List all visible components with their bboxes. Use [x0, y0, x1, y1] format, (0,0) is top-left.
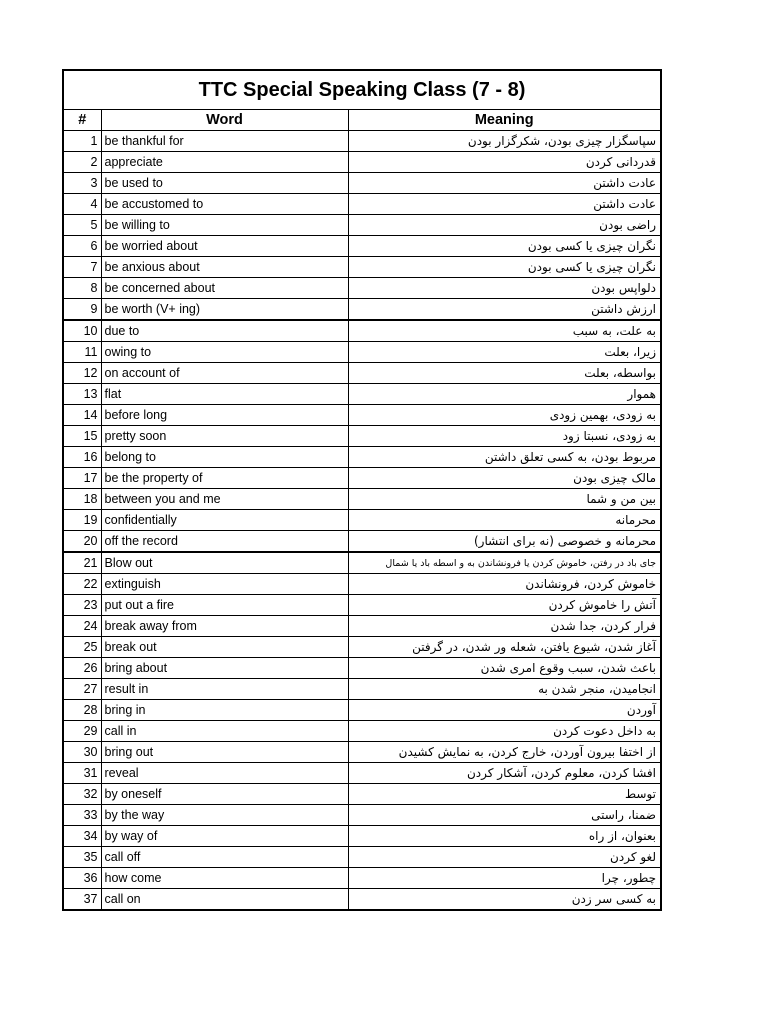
- row-meaning: هموار: [348, 384, 660, 405]
- table-row: [64, 552, 660, 574]
- table-row: [64, 784, 660, 805]
- row-word: be anxious about: [101, 257, 348, 278]
- row-word: be used to: [101, 173, 348, 194]
- row-number: 29: [64, 721, 101, 742]
- row-number: 36: [64, 868, 101, 889]
- row-number: 16: [64, 447, 101, 468]
- table-row: [64, 805, 660, 826]
- row-number: 15: [64, 426, 101, 447]
- row-meaning: به کسی سر زدن: [348, 889, 660, 910]
- row-meaning: بواسطه، بعلت: [348, 363, 660, 384]
- table-row: [64, 489, 660, 510]
- row-word: extinguish: [101, 574, 348, 595]
- row-meaning: به زودی، نسبتا زود: [348, 426, 660, 447]
- row-meaning: باعث شدن، سبب وقوع امری شدن: [348, 658, 660, 679]
- table-row: [64, 342, 660, 363]
- row-meaning: توسط: [348, 784, 660, 805]
- row-word: owing to: [101, 342, 348, 363]
- row-word: be the property of: [101, 468, 348, 489]
- row-word: bring out: [101, 742, 348, 763]
- row-number: 6: [64, 236, 101, 257]
- row-meaning: دلواپس بودن: [348, 278, 660, 299]
- table-row: [64, 299, 660, 321]
- table-row: [64, 721, 660, 742]
- sheet-title: TTC Special Speaking Class (7 - 8): [64, 71, 660, 110]
- table-row: [64, 595, 660, 616]
- row-meaning: مالک چیزی بودن: [348, 468, 660, 489]
- row-meaning: جای باد در رفتن، خاموش کردن یا فرونشاندن به و اسطه باد یا شمال: [348, 552, 660, 574]
- row-number: 26: [64, 658, 101, 679]
- row-number: 18: [64, 489, 101, 510]
- table-row: [64, 510, 660, 531]
- row-word: before long: [101, 405, 348, 426]
- table-row: [64, 194, 660, 215]
- row-number: 13: [64, 384, 101, 405]
- header-number: #: [64, 110, 101, 131]
- row-meaning: آتش را خاموش کردن: [348, 595, 660, 616]
- row-word: pretty soon: [101, 426, 348, 447]
- table-row: [64, 278, 660, 299]
- table-row: [64, 131, 660, 152]
- row-meaning: ضمنا، راستی: [348, 805, 660, 826]
- row-word: on account of: [101, 363, 348, 384]
- table-row: [64, 363, 660, 384]
- row-word: bring in: [101, 700, 348, 721]
- row-word: appreciate: [101, 152, 348, 173]
- table-row: [64, 847, 660, 868]
- table-row: [64, 658, 660, 679]
- row-meaning: زیرا، بعلت: [348, 342, 660, 363]
- row-number: 37: [64, 889, 101, 910]
- table-row: [64, 405, 660, 426]
- row-number: 31: [64, 763, 101, 784]
- table-row: [64, 763, 660, 784]
- row-word: break away from: [101, 616, 348, 637]
- row-meaning: نگران چیزی یا کسی بودن: [348, 257, 660, 278]
- row-word: bring about: [101, 658, 348, 679]
- table-row: [64, 574, 660, 595]
- table-row: [64, 616, 660, 637]
- row-word: be concerned about: [101, 278, 348, 299]
- row-number: 7: [64, 257, 101, 278]
- row-word: be accustomed to: [101, 194, 348, 215]
- row-word: be worth (V+ ing): [101, 299, 348, 321]
- row-number: 22: [64, 574, 101, 595]
- row-number: 30: [64, 742, 101, 763]
- row-number: 14: [64, 405, 101, 426]
- row-word: break out: [101, 637, 348, 658]
- row-word: off the record: [101, 531, 348, 553]
- table-row: [64, 236, 660, 257]
- header-word: Word: [101, 110, 348, 131]
- row-meaning: به علت، به سبب: [348, 320, 660, 342]
- row-meaning: آوردن: [348, 700, 660, 721]
- row-meaning: قدردانی کردن: [348, 152, 660, 173]
- row-meaning: به داخل دعوت کردن: [348, 721, 660, 742]
- row-word: result in: [101, 679, 348, 700]
- row-number: 34: [64, 826, 101, 847]
- header-meaning: Meaning: [348, 110, 660, 131]
- row-meaning: عادت داشتن: [348, 173, 660, 194]
- row-word: be thankful for: [101, 131, 348, 152]
- row-number: 17: [64, 468, 101, 489]
- row-word: reveal: [101, 763, 348, 784]
- row-number: 19: [64, 510, 101, 531]
- row-number: 35: [64, 847, 101, 868]
- row-word: by way of: [101, 826, 348, 847]
- row-word: between you and me: [101, 489, 348, 510]
- row-word: call in: [101, 721, 348, 742]
- row-number: 9: [64, 299, 101, 321]
- row-word: put out a fire: [101, 595, 348, 616]
- table-row: [64, 637, 660, 658]
- table-row: [64, 742, 660, 763]
- table-row: [64, 826, 660, 847]
- table-row: [64, 320, 660, 342]
- vocabulary-sheet: [62, 69, 662, 911]
- table-row: [64, 257, 660, 278]
- table-row: [64, 868, 660, 889]
- row-word: how come: [101, 868, 348, 889]
- row-number: 10: [64, 320, 101, 342]
- row-meaning: محرمانه: [348, 510, 660, 531]
- table-row: [64, 700, 660, 721]
- row-number: 2: [64, 152, 101, 173]
- row-number: 27: [64, 679, 101, 700]
- row-meaning: انجامیدن، منجر شدن به: [348, 679, 660, 700]
- row-word: by oneself: [101, 784, 348, 805]
- row-meaning: نگران چیزی یا کسی بودن: [348, 236, 660, 257]
- row-word: call on: [101, 889, 348, 910]
- row-word: be worried about: [101, 236, 348, 257]
- row-meaning: مربوط بودن، به کسی تعلق داشتن: [348, 447, 660, 468]
- row-meaning: سپاسگزار چیزی بودن، شکرگزار بودن: [348, 131, 660, 152]
- row-number: 33: [64, 805, 101, 826]
- row-meaning: افشا کردن، معلوم کردن، آشکار کردن: [348, 763, 660, 784]
- table-row: [64, 889, 660, 910]
- row-meaning: محرمانه و خصوصی (نه برای انتشار): [348, 531, 660, 553]
- row-number: 32: [64, 784, 101, 805]
- table-row: [64, 679, 660, 700]
- row-word: confidentially: [101, 510, 348, 531]
- row-meaning: خاموش کردن، فرونشاندن: [348, 574, 660, 595]
- table-row: [64, 468, 660, 489]
- row-word: by the way: [101, 805, 348, 826]
- row-number: 25: [64, 637, 101, 658]
- row-meaning: عادت داشتن: [348, 194, 660, 215]
- row-number: 3: [64, 173, 101, 194]
- row-number: 24: [64, 616, 101, 637]
- row-meaning: از اختفا بیرون آوردن، خارج کردن، به نمایش کشیدن: [348, 742, 660, 763]
- table-row: [64, 152, 660, 173]
- table-row: [64, 426, 660, 447]
- row-meaning: آغاز شدن، شیوع یافتن، شعله ور شدن، در گرفتن: [348, 637, 660, 658]
- row-number: 1: [64, 131, 101, 152]
- row-meaning: لغو کردن: [348, 847, 660, 868]
- row-meaning: فرار کردن، جدا شدن: [348, 616, 660, 637]
- row-word: be willing to: [101, 215, 348, 236]
- row-meaning: به زودی، بهمین زودی: [348, 405, 660, 426]
- row-number: 28: [64, 700, 101, 721]
- row-word: due to: [101, 320, 348, 342]
- table-row: [64, 447, 660, 468]
- row-word: call off: [101, 847, 348, 868]
- row-word: flat: [101, 384, 348, 405]
- table-header-row: [64, 110, 660, 131]
- row-word: belong to: [101, 447, 348, 468]
- table-row: [64, 531, 660, 553]
- row-number: 21: [64, 552, 101, 574]
- row-number: 12: [64, 363, 101, 384]
- table-row: [64, 384, 660, 405]
- row-number: 8: [64, 278, 101, 299]
- row-number: 5: [64, 215, 101, 236]
- table-row: [64, 173, 660, 194]
- row-meaning: بعنوان، از راه: [348, 826, 660, 847]
- vocabulary-table: [64, 110, 660, 909]
- row-meaning: راضی بودن: [348, 215, 660, 236]
- row-number: 4: [64, 194, 101, 215]
- row-number: 23: [64, 595, 101, 616]
- row-meaning: ارزش داشتن: [348, 299, 660, 321]
- row-meaning: بین من و شما: [348, 489, 660, 510]
- row-word: Blow out: [101, 552, 348, 574]
- row-number: 20: [64, 531, 101, 553]
- table-row: [64, 215, 660, 236]
- row-meaning: چطور، چرا: [348, 868, 660, 889]
- row-number: 11: [64, 342, 101, 363]
